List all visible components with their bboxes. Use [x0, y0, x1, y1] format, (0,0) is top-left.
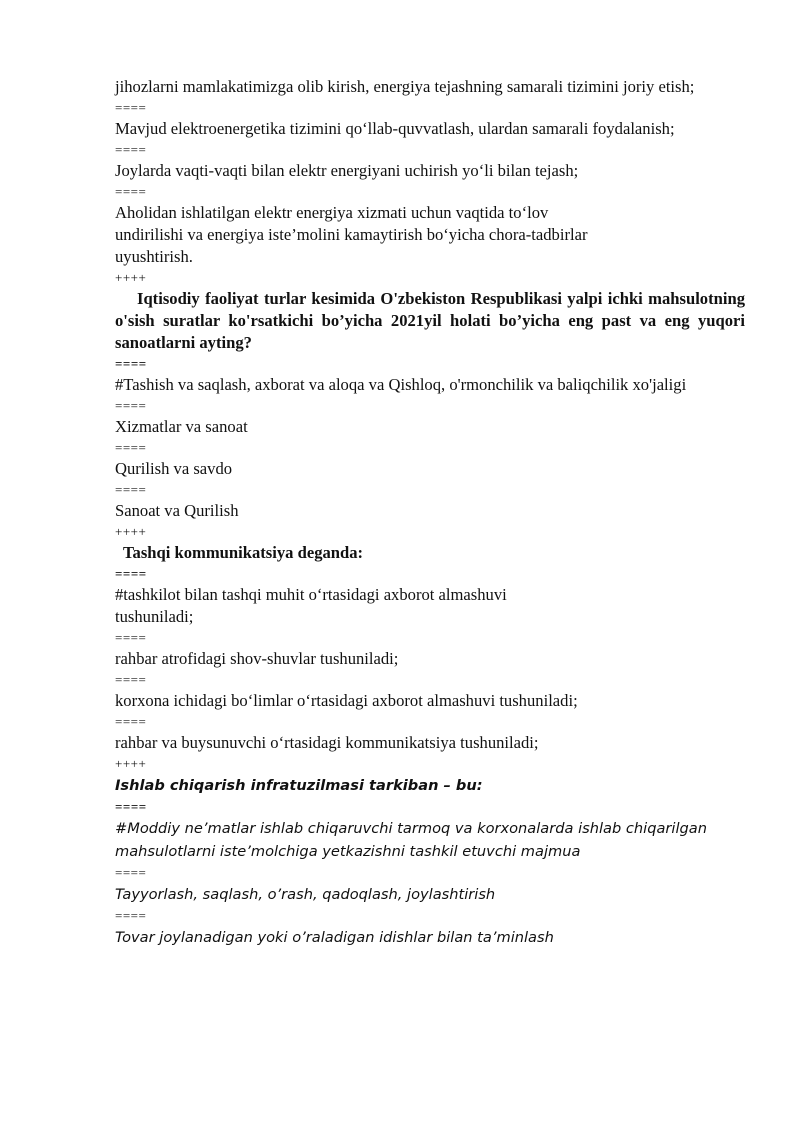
answer-separator: ==== [115, 908, 147, 923]
answer-option-line: Aholidan ishlatilgan elektr energiya xizmati uchun vaqtida to‘lov [115, 203, 549, 222]
answer-separator: ==== [115, 398, 147, 413]
answer-separator: ==== [115, 440, 147, 455]
answer-option-correct: #Moddiy ne’matlar ishlab chiqaruvchi tarmoq va korxonalarda ishlab chiqarilgan mahsulotlarni iste’molchiga yetkazishni tashkil etuvchi majmua [115, 820, 708, 860]
answer-option: Mavjud elektroenergetika tizimini qo‘llab-quvvatlash, ulardan samarali foydalanish; [115, 119, 675, 138]
answer-option: korxona ichidagi bo‘limlar o‘rtasidagi axborot almashuvi tushuniladi; [115, 691, 578, 710]
answer-option-line: undirilishi va energiya iste’molini kamaytirish bo‘yicha chora-tadbirlar [115, 225, 588, 244]
answer-option: jihozlarni mamlakatimizga olib kirish, energiya tejashning samarali tizimini joriy etish; [115, 77, 695, 96]
answer-separator: ==== [115, 630, 147, 645]
answer-separator: ==== [115, 865, 147, 880]
answer-option: Joylarda vaqti-vaqti bilan elektr energiyani uchirish yo‘li bilan tejash; [115, 161, 579, 180]
document-page [115, 76, 745, 949]
answer-separator: ==== [115, 672, 147, 687]
answer-option: Sanoat va Qurilish [115, 501, 239, 520]
answer-option: Qurilish va savdo [115, 459, 233, 478]
answer-option: Tayyorlash, saqlash, o’rash, qadoqlash, joylashtirish [115, 886, 496, 903]
question-text: Iqtisodiy faoliyat turlar kesimida O'zbekiston Respublikasi yalpi ichki mahsulotning o'sish suratlar ko'rsatkichi bo’yicha 2021yil holati bo’yicha eng past va eng yuqori sanoatlarni ayting? [115, 289, 745, 352]
answer-separator: ==== [115, 142, 147, 157]
answer-option: rahbar va buysunuvchi o‘rtasidagi kommunikatsiya tushuniladi; [115, 733, 539, 752]
answer-separator: ==== [115, 356, 147, 371]
answer-option-line: uyushtirish. [115, 247, 193, 266]
answer-option: Xizmatlar va sanoat [115, 417, 248, 436]
answer-option-correct: #Tashish va saqlash, axborat va aloqa va Qishloq, o'rmonchilik va baliqchilik xo'jaligi [115, 375, 687, 394]
answer-option-correct-line: tushuniladi; [115, 607, 194, 626]
answer-option: rahbar atrofidagi shov-shuvlar tushuniladi; [115, 649, 399, 668]
question-text: Tashqi kommunikatsiya deganda: [123, 543, 364, 562]
answer-separator: ==== [115, 100, 147, 115]
answer-separator: ==== [115, 184, 147, 199]
question-separator: ++++ [115, 270, 147, 285]
question-separator: ++++ [115, 756, 147, 771]
answer-option: Tovar joylanadigan yoki o’raladigan idishlar bilan ta’minlash [115, 929, 554, 946]
answer-separator: ==== [115, 482, 147, 497]
answer-option-correct-line: #tashkilot bilan tashqi muhit o‘rtasidagi axborot almashuvi [115, 585, 507, 604]
question-text: Ishlab chiqarish infratuzilmasi tarkiban – bu: [115, 777, 483, 794]
answer-separator: ==== [115, 566, 147, 581]
answer-separator: ==== [115, 799, 147, 814]
question-separator: ++++ [115, 524, 147, 539]
answer-separator: ==== [115, 714, 147, 729]
